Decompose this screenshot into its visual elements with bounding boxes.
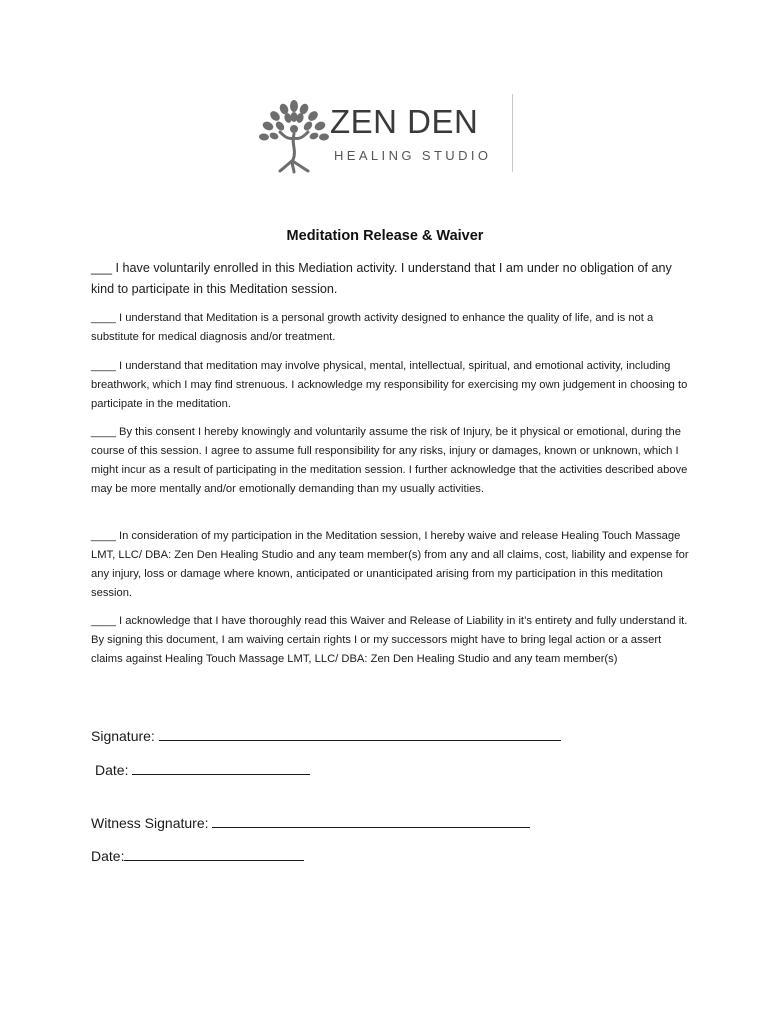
witness-signature-label: Witness Signature: xyxy=(91,815,209,831)
waiver-clause-physical-activity: ____ I understand that meditation may involve physical, mental, intellectual, spiritual, and emotional activity, including breathwork, which I may find strenuous. I acknowledge my responsibility for exercising my own judgement in choosing to participate in the meditation. xyxy=(91,360,688,410)
waiver-clause-enrollment: ___ I have voluntarily enrolled in this Mediation activity. I understand that I am under no obligation of any kind to participate in this Meditation session. xyxy=(91,261,672,296)
date-label: Date: xyxy=(95,762,129,778)
waiver-clause-assume-risk: ____ By this consent I hereby knowingly and voluntarily assume the risk of Injury, be it physical or emotional, during the course of this session. I agree to assume full responsibility for any risks, injury or damages, known or unknown, which I might incur as a result of participating in the meditation session. I further acknowledge that the activities described above may be more mentally and/or emotionally demanding than my usually activities. xyxy=(91,426,688,495)
date-line[interactable] xyxy=(132,762,310,775)
zen-den-logo xyxy=(258,92,518,176)
witness-date-row xyxy=(91,848,304,864)
logo-brand-text: ZEN DEN xyxy=(330,103,479,140)
signature-row xyxy=(91,728,561,744)
logo-tagline-text: HEALING STUDIO xyxy=(334,148,492,163)
witness-signature-row xyxy=(91,815,530,831)
waiver-clause-acknowledgement: ____ I acknowledge that I have thoroughly read this Waiver and Release of Liability in it’s entirety and fully understand it. By signing this document, I am waiving certain rights I or my successors might have to bring legal action or a assert claims against Healing Touch Massage LMT, LLC/ DBA: Zen Den Healing Studio and any team member(s) xyxy=(91,615,688,665)
logo-divider xyxy=(512,94,513,172)
witness-signature-line[interactable] xyxy=(212,815,530,828)
signature-line[interactable] xyxy=(159,728,561,741)
document-title: Meditation Release & Waiver xyxy=(286,228,484,244)
tree-of-life-icon xyxy=(258,100,330,174)
date-row xyxy=(95,762,310,778)
waiver-clause-personal-growth: ____ I understand that Meditation is a personal growth activity designed to enhance the quality of life, and is not a substitute for medical diagnosis and/or treatment. xyxy=(91,312,654,343)
witness-date-label: Date: xyxy=(91,848,125,864)
waiver-clause-release: ____ In consideration of my participation in the Meditation session, I hereby waive and release Healing Touch Massage LMT, LLC/ DBA: Zen Den Healing Studio and any team member(s) from any and all claims, cost, liability and expense for any injury, loss or damage where known, anticipated or unanticipated arising from my participation in this meditation session. xyxy=(91,530,689,599)
signature-label: Signature: xyxy=(91,728,155,744)
witness-date-line[interactable] xyxy=(124,848,304,861)
